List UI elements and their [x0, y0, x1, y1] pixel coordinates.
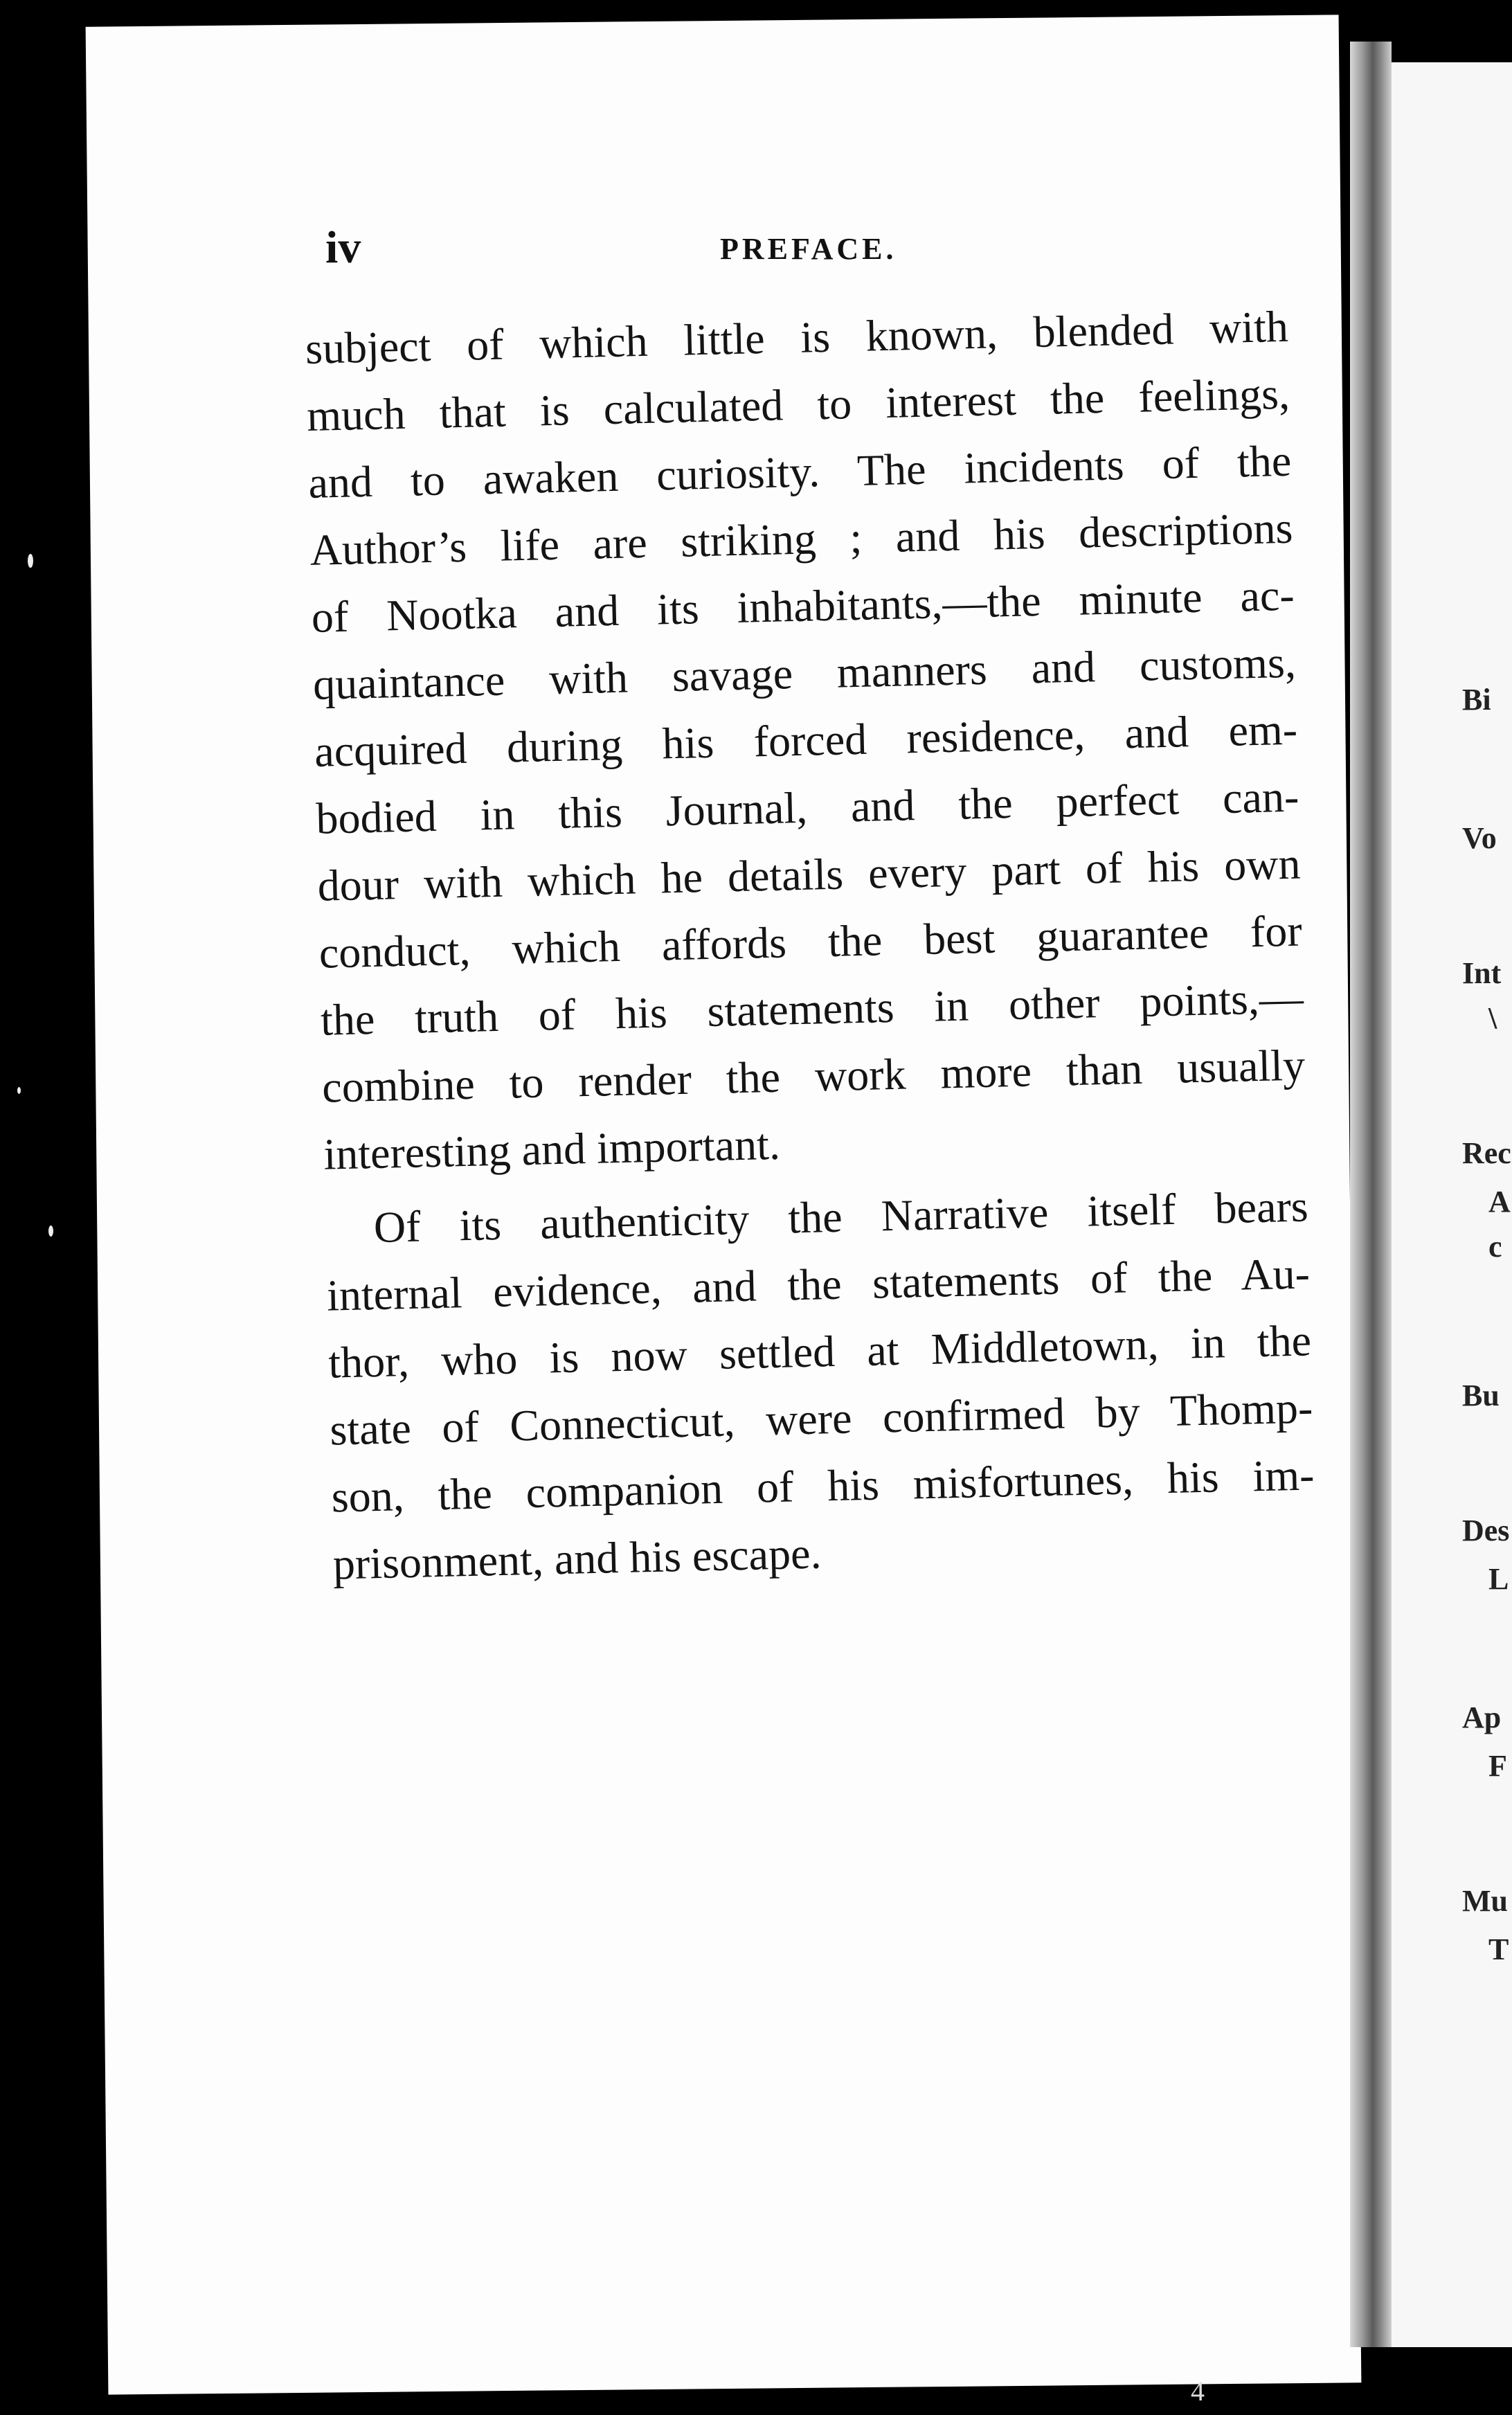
text-line: the truth of his statements in other points,— — [320, 973, 1304, 1045]
running-head — [325, 222, 1364, 277]
facing-page-fragment: F — [1488, 1749, 1507, 1783]
page-number: iv — [325, 222, 361, 273]
text-line: bodied in this Journal, and the perfect can- — [315, 771, 1299, 843]
text-line: Of its authenticity the Narrative itself bears — [373, 1181, 1309, 1253]
text-line: state of Connecticut, were confirmed by Thomp- — [329, 1383, 1313, 1455]
text-line: son, the companion of his misfortunes, his im- — [330, 1450, 1315, 1522]
text-line: quaintance with savage manners and customs, — [312, 637, 1297, 709]
scan-speck — [17, 1087, 21, 1094]
text-line: prisonment, and his escape. — [332, 1528, 822, 1589]
facing-page-fragment: Rec — [1462, 1136, 1511, 1170]
facing-page-fragment: T — [1488, 1932, 1509, 1966]
scan-speck — [28, 554, 33, 568]
facing-page-fragment: \ — [1488, 1001, 1497, 1035]
facing-page-fragment: Mu — [1462, 1884, 1508, 1918]
facing-page-fragment: Ap — [1462, 1700, 1502, 1734]
text-line: and to awaken curiosity. The incidents of the — [307, 436, 1292, 508]
running-title: PREFACE. — [720, 232, 897, 266]
text-line: of Nootka and its inhabitants,—the minute ac- — [311, 570, 1295, 642]
text-line: dour with which he details every part of his own — [316, 838, 1302, 910]
text-line: subject of which little is known, blended with — [305, 301, 1289, 373]
text-line: interesting and important. — [323, 1119, 781, 1179]
facing-page-fragment: A — [1488, 1185, 1511, 1219]
paragraph-1 — [305, 293, 1307, 1188]
facing-page-fragment: Des — [1462, 1514, 1510, 1547]
text-line: much that is calculated to interest the feelings, — [306, 368, 1290, 440]
facing-page-fragment: Bi — [1462, 683, 1491, 717]
scan-speck — [48, 1226, 53, 1237]
facing-page-fragment: c — [1488, 1230, 1502, 1264]
preface-body — [305, 293, 1317, 1598]
book-gutter — [1350, 42, 1392, 2347]
text-line: Author’s life are striking ; and his descriptions — [309, 503, 1294, 575]
facing-page-fragment: Bu — [1462, 1379, 1500, 1412]
text-line: combine to render the work more than usually — [321, 1040, 1306, 1112]
text-line: internal evidence, and the statements of the Au- — [326, 1248, 1311, 1320]
facing-page-fragment: Vo — [1462, 821, 1497, 855]
facing-page-fragment: Int — [1462, 956, 1502, 990]
paragraph-2 — [325, 1172, 1317, 1597]
text-line: thor, who is now settled at Middletown, in the — [327, 1316, 1312, 1388]
facing-page-fragment: L — [1488, 1562, 1509, 1596]
text-line: conduct, which affords the best guarantee for — [318, 906, 1303, 978]
footer-mark: 4 — [1191, 2376, 1205, 2407]
text-line: acquired during his forced residence, and em- — [314, 704, 1298, 776]
